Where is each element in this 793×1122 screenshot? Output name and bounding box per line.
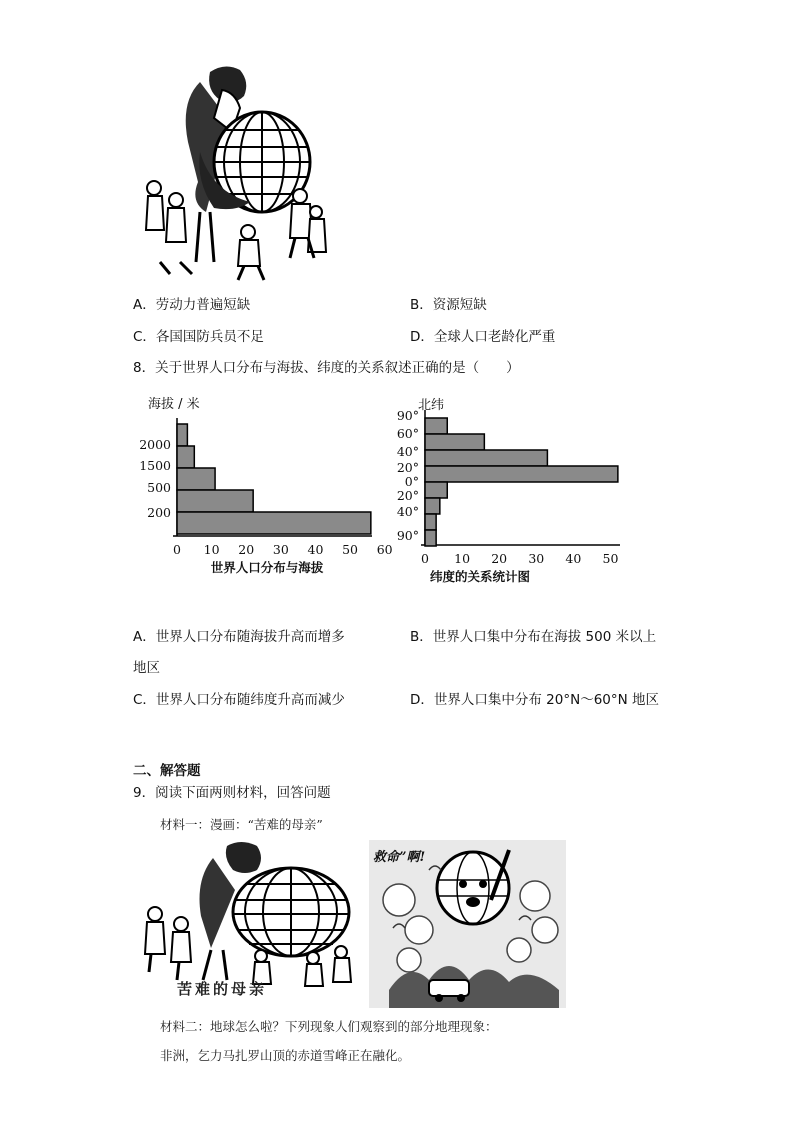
x-tick-label: 20: [238, 542, 255, 557]
y-axis-label: 北纬: [418, 398, 445, 413]
q7-option-d: D．全球人口老龄化严重: [410, 329, 556, 345]
y-tick-label: 1500: [139, 458, 171, 473]
bar: [425, 498, 440, 514]
material-two-label: 材料二：地球怎么啦？下列现象人们观察到的部分地理现象：: [160, 1019, 498, 1034]
x-tick-label: 30: [272, 542, 289, 557]
y-tick-label: 40°: [396, 444, 419, 459]
x-tick-label: 40: [307, 542, 324, 557]
cartoon-mother-globe: [140, 62, 330, 282]
q7-option-a: A．劳动力普遍短缺: [133, 297, 251, 313]
x-tick-label: 30: [528, 551, 545, 566]
y-tick-label: 90°: [396, 528, 419, 543]
cartoon-crying-earth: [369, 840, 566, 1008]
q8-option-a-continued: 地区: [133, 660, 160, 676]
material-one-label: 材料一：漫画：“苦难的母亲”: [160, 817, 323, 832]
bar: [425, 530, 436, 546]
y-tick-label: 40°: [396, 504, 419, 519]
cartoon-suffering-mother: [141, 840, 363, 1008]
section-heading: 二、解答题: [133, 763, 201, 779]
y-tick-label: 60°: [396, 426, 419, 441]
x-tick-label: 60: [376, 542, 393, 557]
y-axis-label: 海拔 / 米: [148, 397, 200, 412]
bar: [425, 450, 547, 466]
chart-title: 世界人口分布与海拔: [210, 560, 324, 575]
q7-option-b: B．资源短缺: [410, 297, 487, 313]
bar: [425, 514, 436, 530]
material-two-text: 非洲，乞力马扎罗山顶的赤道雪峰正在融化。: [160, 1048, 411, 1063]
bar: [177, 490, 253, 512]
bar: [177, 446, 194, 468]
y-tick-label: 20°: [396, 488, 419, 503]
y-tick-label: 2000: [139, 437, 171, 452]
bar: [425, 466, 618, 482]
cartoon-caption-help: 救命”啊!: [373, 850, 426, 865]
x-tick-label: 10: [454, 551, 471, 566]
q7-option-c: C．各国国防兵员不足: [133, 329, 264, 345]
crying-earth-icon: [369, 840, 566, 1008]
bar: [177, 512, 371, 534]
bar: [425, 434, 484, 450]
q8-option-b: B．世界人口集中分布在海拔 500 米以上: [410, 629, 657, 645]
x-tick-label: 0: [173, 542, 181, 557]
x-tick-label: 0: [421, 551, 429, 566]
q8-stem: 8．关于世界人口分布与海拔、纬度的关系叙述正确的是（ ）: [133, 360, 520, 376]
x-tick-label: 10: [203, 542, 220, 557]
y-tick-label: 90°: [396, 408, 419, 423]
chart-altitude: [130, 390, 393, 580]
y-tick-label: 500: [147, 480, 171, 495]
bar: [425, 482, 447, 498]
y-tick-label: 20°: [396, 460, 419, 475]
chart-latitude: [390, 398, 630, 584]
x-tick-label: 20: [491, 551, 508, 566]
bar: [177, 468, 215, 490]
chart-title: 纬度的关系统计图: [429, 569, 531, 584]
q8-option-d: D．世界人口集中分布 20°N～60°N 地区: [410, 692, 660, 708]
y-tick-label: 200: [147, 505, 171, 520]
mother-carrying-globe-icon: [140, 62, 330, 282]
bar: [425, 418, 447, 434]
x-tick-label: 50: [602, 551, 619, 566]
y-tick-label: 0°: [404, 474, 419, 489]
q8-option-a: A．世界人口分布随海拔升高而增多: [133, 629, 345, 645]
cartoon-caption-suffering-mother: 苦难的母亲: [177, 980, 268, 998]
x-tick-label: 50: [342, 542, 359, 557]
bar: [177, 424, 187, 446]
x-tick-label: 40: [565, 551, 582, 566]
q9-stem: 9．阅读下面两则材料，回答问题: [133, 785, 331, 801]
q8-option-c: C．世界人口分布随纬度升高而减少: [133, 692, 345, 708]
